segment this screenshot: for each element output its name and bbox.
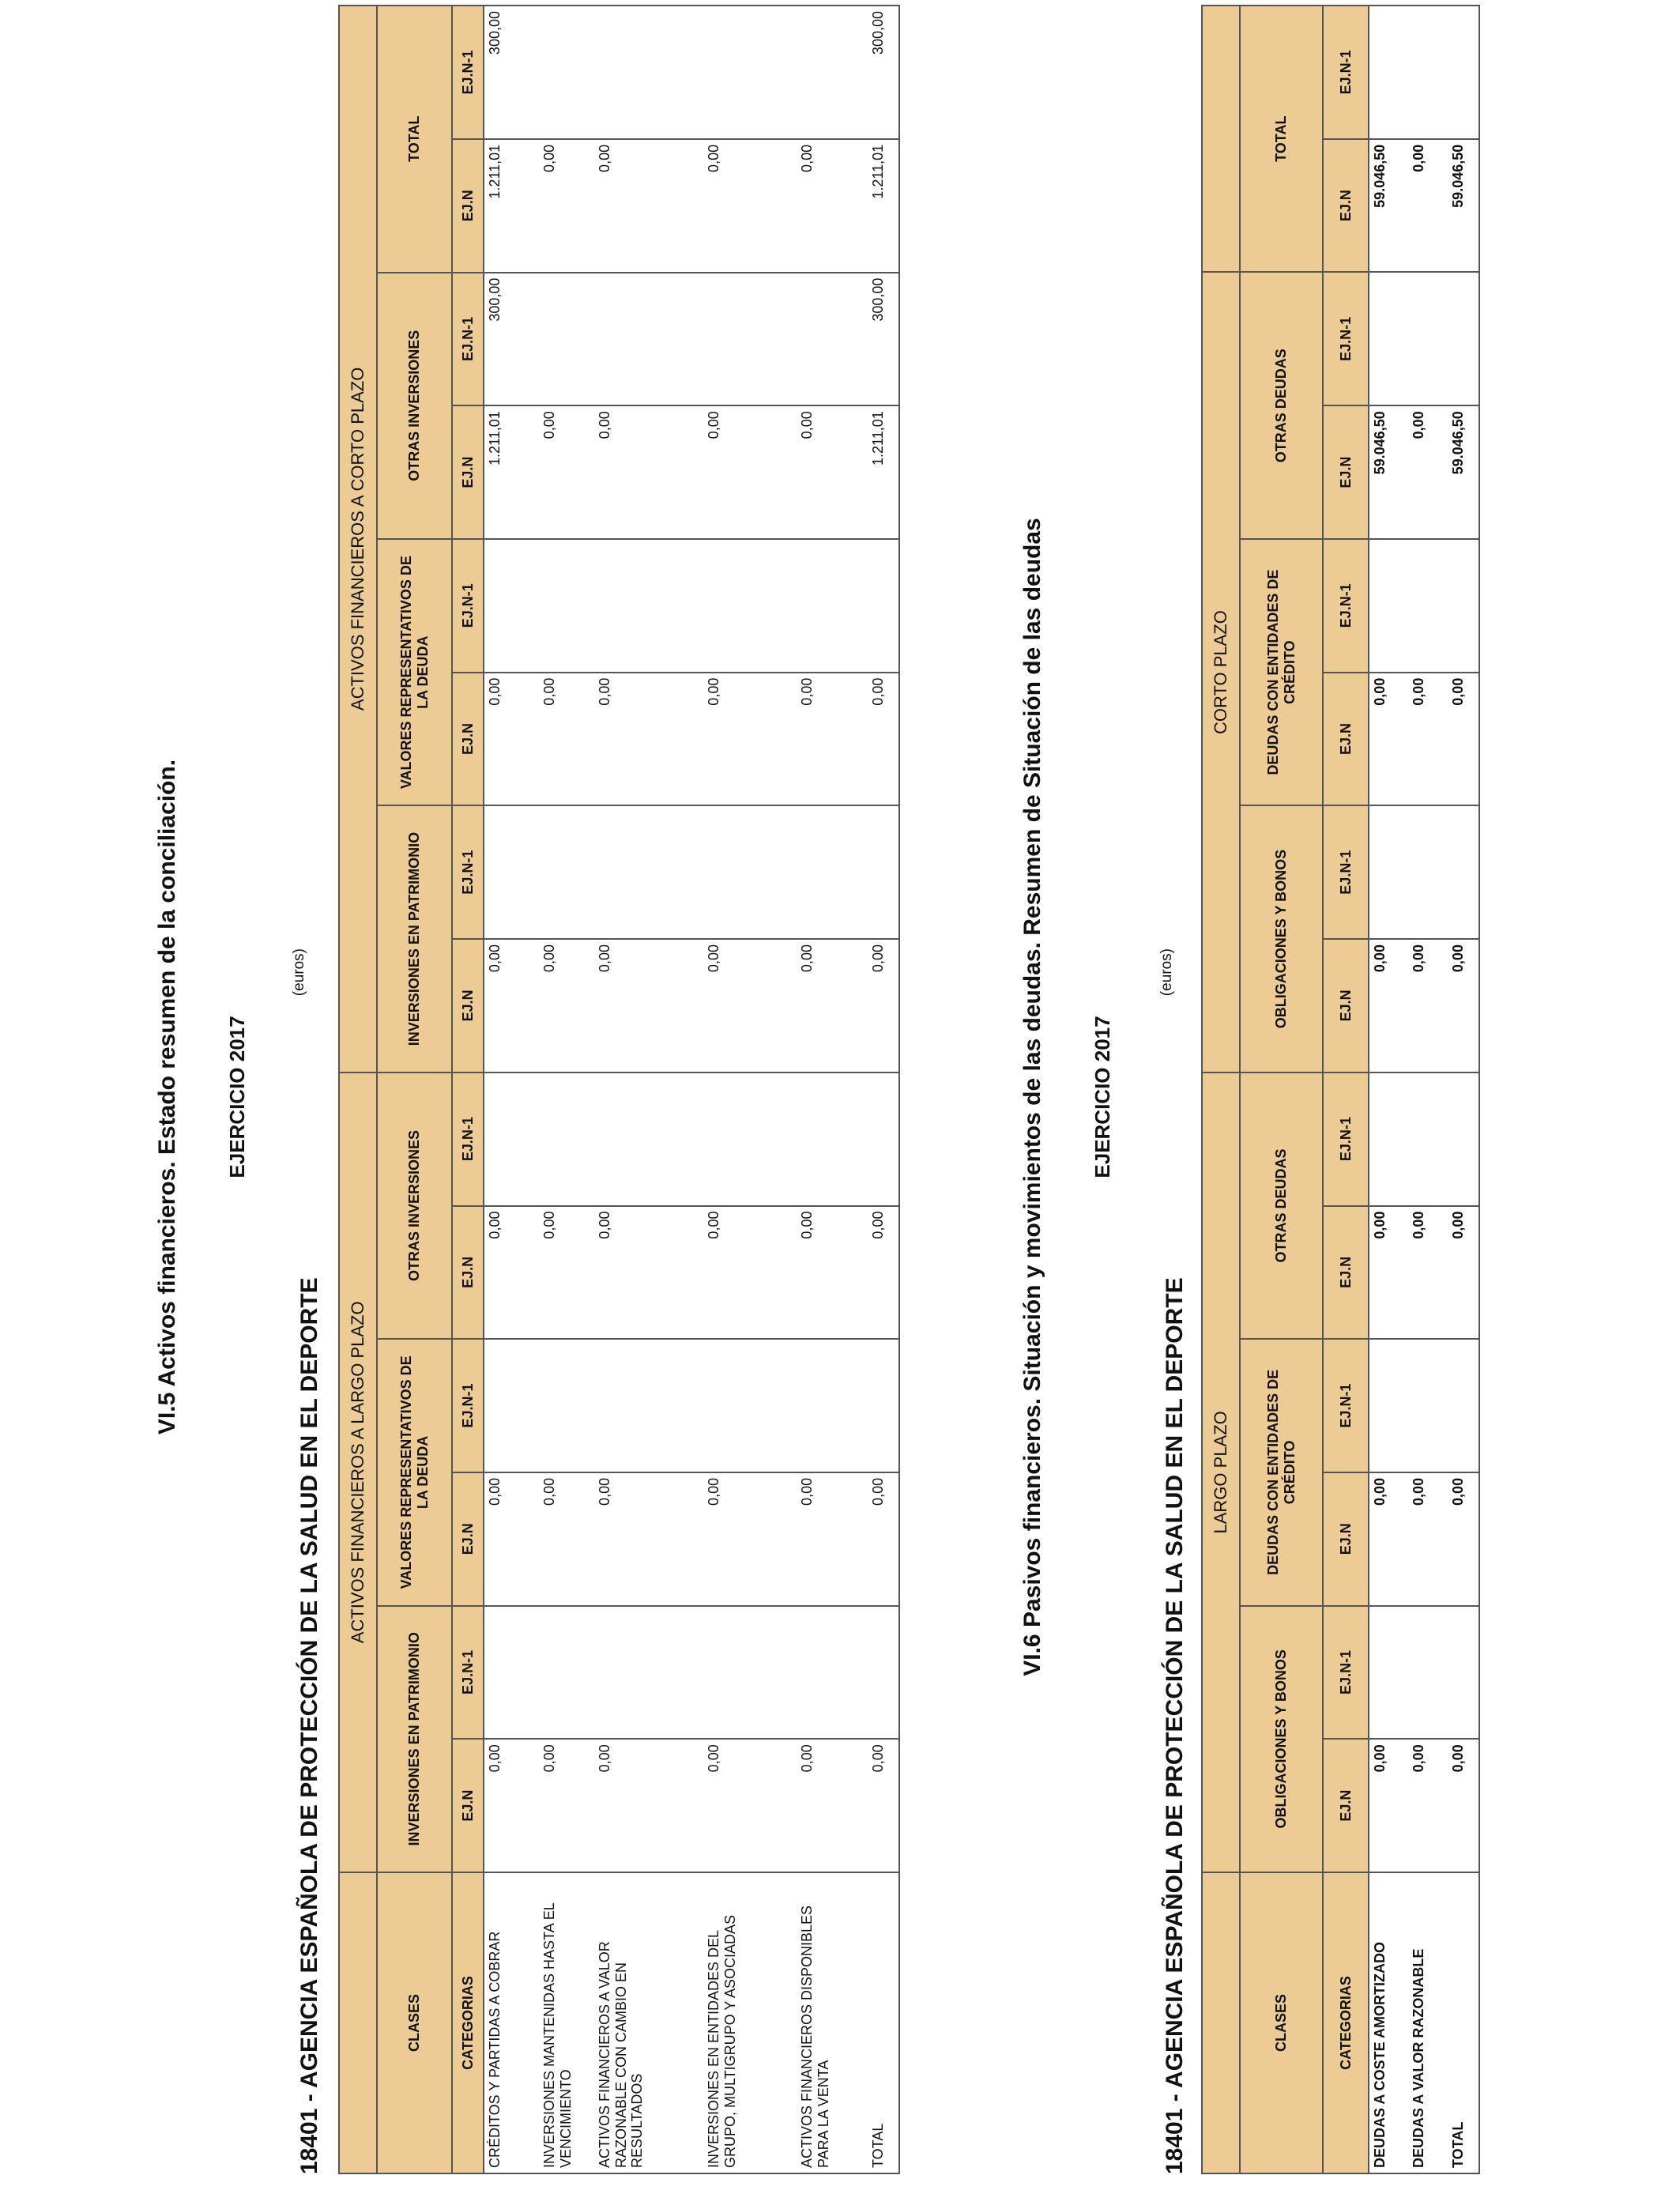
cell-value: 0,00	[797, 673, 868, 806]
table-row	[703, 6, 797, 2173]
cell-value: 0,00	[703, 139, 797, 273]
cell-value: 0,00	[484, 1739, 539, 1872]
cell-value: 0,00	[703, 1472, 797, 1606]
cell-value: 1.211,01	[484, 405, 539, 539]
activos-financieros-table	[338, 5, 900, 2174]
header-corner-right	[1202, 6, 1240, 272]
row-category: DEUDAS A COSTE AMORTIZADO	[1369, 1872, 1408, 2173]
cell-value: 59.046,50	[1448, 405, 1479, 539]
pasivos-financieros-section	[972, 0, 1680, 2194]
cell-value: 0,00	[703, 1206, 797, 1340]
header-ejn: EJ.N	[452, 673, 484, 806]
cell-value: 59.046,50	[1369, 139, 1408, 273]
cell-value	[1369, 272, 1408, 405]
cell-value: 0,00	[539, 1739, 594, 1872]
cell-value	[1448, 1606, 1479, 1740]
cell-value: 300,00	[868, 273, 899, 406]
activos-table-body	[484, 6, 899, 2173]
cell-value: 0,00	[1408, 673, 1448, 806]
cell-value	[1408, 805, 1448, 939]
cell-value	[1408, 1606, 1448, 1740]
entity-name: 18401 - AGENCIA ESPAÑOLA DE PROTECCIÓN DE LA SALUD EN EL DEPORTE	[296, 1277, 322, 2174]
cell-value: 59.046,50	[1448, 139, 1479, 273]
table-row	[539, 6, 594, 2173]
cell-value	[868, 805, 899, 939]
cell-value: 0,00	[1369, 1739, 1408, 1872]
table-row	[484, 6, 539, 2173]
row-category: ACTIVOS FINANCIEROS A VALOR RAZONABLE CON CAMBIO EN RESULTADOS	[594, 1872, 703, 2173]
cell-value: 0,00	[868, 1472, 899, 1606]
header-ejn: EJ.N	[1323, 139, 1369, 273]
cell-value	[797, 1072, 868, 1206]
cell-value: 0,00	[797, 1739, 868, 1872]
header-ejn: EJ.N	[1323, 1472, 1369, 1606]
header-ejn: EJ.N	[1323, 673, 1369, 806]
cell-value: 0,00	[1448, 1472, 1479, 1606]
cell-value: 0,00	[1369, 673, 1408, 806]
cell-value	[1448, 1072, 1479, 1206]
header-ejn: EJ.N	[1323, 939, 1369, 1072]
cell-value: 0,00	[539, 1206, 594, 1340]
cell-value: 0,00	[484, 939, 539, 1072]
header-ejn1: EJ.N-1	[452, 273, 484, 406]
cell-value	[1408, 272, 1448, 405]
cell-value	[797, 539, 868, 673]
cell-value	[1369, 1072, 1408, 1206]
cell-value: 0,00	[703, 405, 797, 539]
header-corner	[339, 1872, 377, 2173]
cell-value: 0,00	[1369, 939, 1408, 1072]
header-obligaciones-cp: OBLIGACIONES Y BONOS	[1240, 805, 1323, 1072]
header-otras-inversiones-cp: OTRAS INVERSIONES	[377, 273, 452, 539]
cell-value: 0,00	[484, 673, 539, 806]
header-obligaciones-lp: OBLIGACIONES Y BONOS	[1240, 1606, 1323, 1872]
cell-value	[594, 1072, 703, 1206]
cell-value	[594, 539, 703, 673]
cell-value: 59.046,50	[1369, 405, 1408, 539]
header-valores-representativos-cp: VALORES REPRESENTATIVOS DE LA DEUDA	[377, 539, 452, 805]
header-clases: CLASES	[1240, 1872, 1323, 2173]
cell-value	[594, 805, 703, 939]
row-category: INVERSIONES MANTENIDAS HASTA EL VENCIMIENTO	[539, 1872, 594, 2173]
cell-value	[1369, 1606, 1408, 1740]
header-otras-deudas-cp: OTRAS DEUDAS	[1240, 272, 1323, 539]
cell-value	[1408, 539, 1448, 673]
header-ejn: EJ.N	[1323, 1739, 1369, 1872]
cell-value	[703, 1606, 797, 1740]
header-total: TOTAL	[1240, 6, 1323, 272]
header-ejn: EJ.N	[452, 139, 484, 273]
cell-value	[539, 539, 594, 673]
entity-name: 18401 - AGENCIA ESPAÑOLA DE PROTECCIÓN DE LA SALUD EN EL DEPORTE	[1162, 1277, 1188, 2174]
cell-value	[797, 805, 868, 939]
header-ejn: EJ.N	[452, 405, 484, 539]
cell-value	[594, 1339, 703, 1472]
cell-value	[484, 1072, 539, 1206]
row-category: INVERSIONES EN ENTIDADES DEL GRUPO, MULTIGRUPO Y ASOCIADAS	[703, 1872, 797, 2173]
header-otras-deudas-lp: OTRAS DEUDAS	[1240, 1072, 1323, 1340]
cell-value: 0,00	[539, 1472, 594, 1606]
cell-value: 0,00	[1408, 1206, 1448, 1340]
cell-value	[484, 1606, 539, 1740]
cell-value	[1448, 539, 1479, 673]
header-corto-plazo: ACTIVOS FINANCIEROS A CORTO PLAZO	[339, 6, 377, 1072]
header-ejn: EJ.N	[1323, 1206, 1369, 1340]
cell-value: 0,00	[868, 1206, 899, 1340]
cell-value	[868, 539, 899, 673]
table-row	[868, 6, 899, 2173]
cell-value: 0,00	[594, 139, 703, 273]
cell-value	[703, 539, 797, 673]
cell-value	[1448, 272, 1479, 405]
table-row	[797, 6, 868, 2173]
cell-value	[1369, 1339, 1408, 1472]
section-title: VI.6 Pasivos financieros. Situación y movimientos de las deudas. Resumen de Situación de las deudas	[1019, 518, 1045, 1676]
header-ejn1: EJ.N-1	[1323, 1339, 1369, 1472]
cell-value: 0,00	[1408, 1472, 1448, 1606]
cell-value	[484, 1339, 539, 1472]
table-row	[1408, 6, 1448, 2173]
cell-value: 0,00	[797, 1206, 868, 1340]
cell-value: 0,00	[539, 405, 594, 539]
cell-value: 0,00	[797, 939, 868, 1072]
header-clases: CLASES	[377, 1872, 452, 2173]
pasivos-table-body	[1369, 6, 1479, 2173]
cell-value: 1.211,01	[484, 139, 539, 273]
cell-value: 0,00	[868, 673, 899, 806]
header-ejn1: EJ.N-1	[452, 539, 484, 673]
header-inversiones-patrimonio-lp: INVERSIONES EN PATRIMONIO	[377, 1606, 452, 1872]
header-categorias: CATEGORIAS	[452, 1872, 484, 2173]
cell-value: 300,00	[868, 6, 899, 139]
header-ejn1: EJ.N-1	[452, 6, 484, 139]
header-otras-inversiones-lp: OTRAS INVERSIONES	[377, 1072, 452, 1340]
header-largo-plazo: ACTIVOS FINANCIEROS A LARGO PLAZO	[339, 1072, 377, 1872]
cell-value	[1369, 6, 1408, 139]
header-ejn: EJ.N	[1323, 405, 1369, 539]
cell-value: 0,00	[1408, 405, 1448, 539]
header-deudas-entidades-lp: DEUDAS CON ENTIDADES DE CRÉDITO	[1240, 1339, 1323, 1605]
cell-value: 300,00	[484, 273, 539, 406]
cell-value	[539, 273, 594, 406]
header-total: TOTAL	[377, 6, 452, 273]
header-ejn: EJ.N	[452, 1739, 484, 1872]
cell-value	[1369, 805, 1408, 939]
cell-value	[539, 1339, 594, 1472]
row-category: TOTAL	[1448, 1872, 1479, 2173]
header-ejn1: EJ.N-1	[1323, 1606, 1369, 1740]
header-largo-plazo: LARGO PLAZO	[1202, 1072, 1240, 1872]
cell-value	[594, 273, 703, 406]
header-ejn: EJ.N	[452, 1472, 484, 1606]
cell-value	[703, 1072, 797, 1206]
cell-value: 0,00	[797, 139, 868, 273]
section-title: VI.5 Activos financieros. Estado resumen de la conciliación.	[154, 759, 180, 1435]
cell-value: 0,00	[594, 939, 703, 1072]
cell-value	[1448, 805, 1479, 939]
header-deudas-entidades-cp: DEUDAS CON ENTIDADES DE CRÉDITO	[1240, 539, 1323, 805]
cell-value	[484, 805, 539, 939]
cell-value	[1408, 1072, 1448, 1206]
cell-value: 0,00	[1408, 139, 1448, 273]
cell-value: 0,00	[539, 939, 594, 1072]
header-ejn1: EJ.N-1	[1323, 6, 1369, 139]
cell-value	[1369, 539, 1408, 673]
cell-value	[797, 1339, 868, 1472]
cell-value: 0,00	[484, 1206, 539, 1340]
row-category: TOTAL	[868, 1872, 899, 2173]
cell-value	[484, 539, 539, 673]
cell-value	[1408, 6, 1448, 139]
cell-value: 0,00	[797, 405, 868, 539]
cell-value	[594, 1606, 703, 1740]
cell-value: 0,00	[1408, 939, 1448, 1072]
cell-value: 0,00	[1448, 1739, 1479, 1872]
cell-value	[868, 1072, 899, 1206]
header-ejn: EJ.N	[452, 939, 484, 1072]
cell-value	[539, 1606, 594, 1740]
cell-value	[868, 1339, 899, 1472]
pasivos-financieros-table	[1201, 5, 1480, 2174]
row-category: ACTIVOS FINANCIEROS DISPONIBLES PARA LA VENTA	[797, 1872, 868, 2173]
header-categorias: CATEGORIAS	[1323, 1872, 1369, 2173]
cell-value: 0,00	[484, 1472, 539, 1606]
cell-value: 0,00	[703, 673, 797, 806]
cell-value: 0,00	[539, 673, 594, 806]
cell-value	[539, 1072, 594, 1206]
cell-value: 0,00	[594, 1739, 703, 1872]
header-corner	[1202, 1872, 1240, 2173]
header-ejn1: EJ.N-1	[452, 805, 484, 939]
header-ejn1: EJ.N-1	[452, 1606, 484, 1740]
cell-value: 0,00	[539, 139, 594, 273]
row-category: CRÉDITOS Y PARTIDAS A COBRAR	[484, 1872, 539, 2173]
cell-value: 0,00	[594, 1472, 703, 1606]
cell-value	[703, 273, 797, 406]
header-ejn1: EJ.N-1	[1323, 539, 1369, 673]
cell-value: 0,00	[1448, 939, 1479, 1072]
header-corto-plazo: CORTO PLAZO	[1202, 272, 1240, 1072]
header-ejn1: EJ.N-1	[1323, 1072, 1369, 1206]
table-row	[1448, 6, 1479, 2173]
cell-value	[1448, 1339, 1479, 1472]
header-inversiones-patrimonio-cp: INVERSIONES EN PATRIMONIO	[377, 805, 452, 1072]
cell-value: 0,00	[1408, 1739, 1448, 1872]
cell-value	[703, 805, 797, 939]
cell-value: 0,00	[703, 1739, 797, 1872]
cell-value	[797, 273, 868, 406]
cell-value	[539, 6, 594, 139]
cell-value	[1448, 6, 1479, 139]
table-row	[1369, 6, 1408, 2173]
cell-value	[797, 6, 868, 139]
cell-value	[594, 6, 703, 139]
cell-value: 1.211,01	[868, 139, 899, 273]
cell-value	[703, 1339, 797, 1472]
cell-value: 0,00	[1369, 1472, 1408, 1606]
cell-value	[703, 6, 797, 139]
header-ejn1: EJ.N-1	[452, 1072, 484, 1206]
cell-value: 1.211,01	[868, 405, 899, 539]
cell-value: 0,00	[594, 1206, 703, 1340]
cell-value: 0,00	[797, 1472, 868, 1606]
cell-value: 0,00	[594, 405, 703, 539]
cell-value: 0,00	[1369, 1206, 1408, 1340]
cell-value: 0,00	[703, 939, 797, 1072]
header-valores-representativos-lp: VALORES REPRESENTATIVOS DE LA DEUDA	[377, 1339, 452, 1605]
cell-value: 0,00	[868, 1739, 899, 1872]
cell-value: 0,00	[868, 939, 899, 1072]
exercise-year: EJERCICIO 2017	[225, 1016, 249, 1178]
cell-value	[797, 1606, 868, 1740]
cell-value	[1408, 1339, 1448, 1472]
cell-value	[868, 1606, 899, 1740]
cell-value	[539, 805, 594, 939]
header-ejn: EJ.N	[452, 1206, 484, 1340]
header-ejn1: EJ.N-1	[1323, 272, 1369, 405]
units-label: (euros)	[291, 948, 307, 997]
cell-value: 0,00	[1448, 673, 1479, 806]
table-row	[594, 6, 703, 2173]
row-category: DEUDAS A VALOR RAZONABLE	[1408, 1872, 1448, 2173]
units-label: (euros)	[1158, 948, 1175, 997]
header-ejn1: EJ.N-1	[1323, 805, 1369, 939]
exercise-year: EJERCICIO 2017	[1090, 1016, 1114, 1178]
cell-value: 300,00	[484, 6, 539, 139]
cell-value: 0,00	[594, 673, 703, 806]
cell-value: 0,00	[1448, 1206, 1479, 1340]
header-ejn1: EJ.N-1	[452, 1339, 484, 1472]
